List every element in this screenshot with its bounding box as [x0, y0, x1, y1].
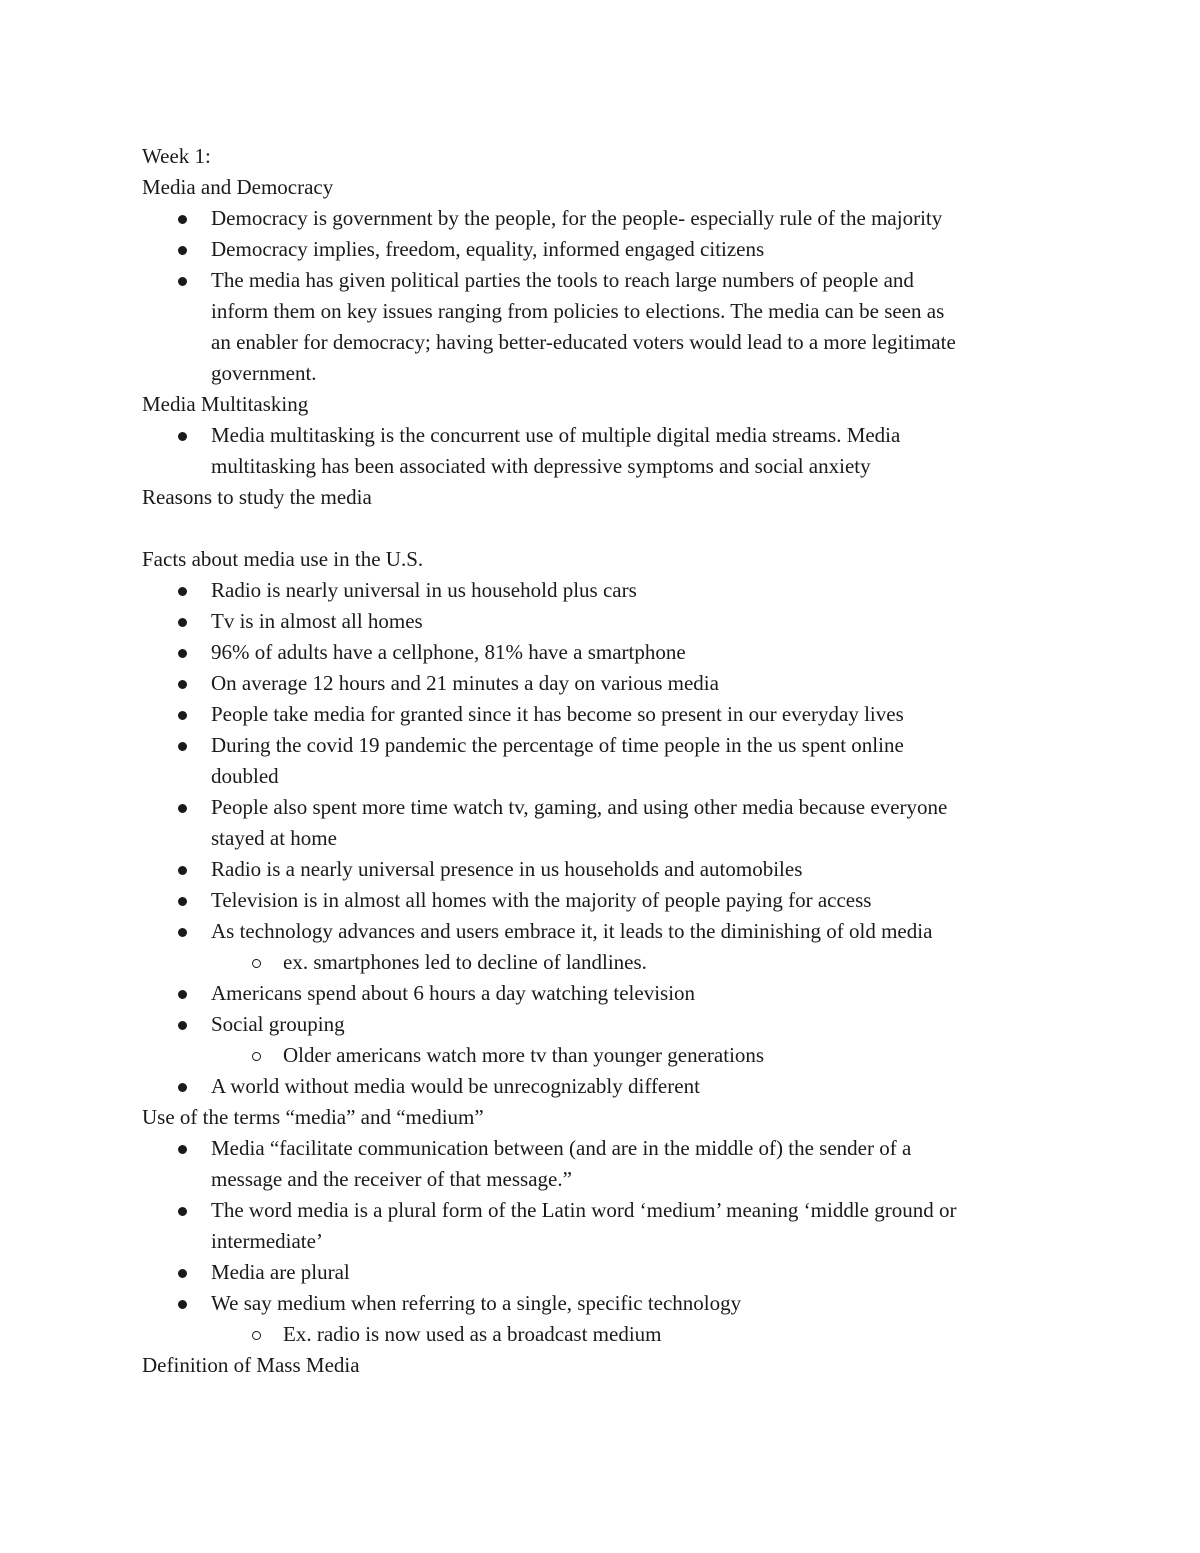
bullet-icon — [178, 1269, 187, 1278]
list-item: Radio is a nearly universal presence in us households and automobiles — [211, 854, 1082, 885]
bullet-icon — [178, 804, 187, 813]
sub-list-item: Older americans watch more tv than younger generations — [283, 1040, 1082, 1071]
bullet-icon — [178, 246, 187, 255]
list-item: The word media is a plural form of the Latin word ‘medium’ meaning ‘middle ground or intermediate’ — [211, 1195, 1082, 1257]
list-item: The media has given political parties the tools to reach large numbers of people and inform them on key issues ranging from policies to elections. The media can be seen as an enabler for democracy; having better-educated voters would lead to a more legitimate government. — [211, 265, 1082, 389]
bullet-icon — [178, 928, 187, 937]
bullet-icon — [178, 277, 187, 286]
bullet-icon — [178, 1083, 187, 1092]
sub-list-item: ex. smartphones led to decline of landlines. — [283, 947, 1082, 978]
bullet-icon — [178, 866, 187, 875]
section-heading-reasons: Reasons to study the media — [142, 485, 372, 509]
hollow-bullet-icon — [252, 959, 261, 968]
hollow-bullet-icon — [252, 1052, 261, 1061]
list-item: During the covid 19 pandemic the percentage of time people in the us spent online doubled — [211, 730, 1082, 792]
bullet-icon — [178, 618, 187, 627]
list-item: As technology advances and users embrace it, it leads to the diminishing of old media ex. smartphones led to decline of landlines. — [211, 916, 1082, 978]
list-item: Radio is nearly universal in us household plus cars — [211, 575, 1082, 606]
multitasking-list — [142, 420, 1082, 482]
list-item: 96% of adults have a cellphone, 81% have a smartphone — [211, 637, 1082, 668]
section-heading-mass-media: Definition of Mass Media — [142, 1353, 360, 1377]
list-item: We say medium when referring to a single, specific technology Ex. radio is now used as a broadcast medium — [211, 1288, 1082, 1350]
list-item: People take media for granted since it has become so present in our everyday lives — [211, 699, 1082, 730]
list-item: Media are plural — [211, 1257, 1082, 1288]
section-heading-media-democracy: Media and Democracy — [142, 175, 334, 199]
bullet-icon — [178, 432, 187, 441]
sub-list-item: Ex. radio is now used as a broadcast medium — [283, 1319, 1082, 1350]
bullet-icon — [178, 1300, 187, 1309]
list-item: Democracy implies, freedom, equality, informed engaged citizens — [211, 234, 1082, 265]
list-item: Democracy is government by the people, for the people- especially rule of the majority — [211, 203, 1082, 234]
terms-list — [142, 1133, 1082, 1350]
bullet-icon — [178, 649, 187, 658]
list-item: Tv is in almost all homes — [211, 606, 1082, 637]
facts-list — [142, 575, 1082, 1102]
document-page — [142, 141, 1082, 1381]
bullet-icon — [178, 1145, 187, 1154]
hollow-bullet-icon — [252, 1331, 261, 1340]
bullet-icon — [178, 711, 187, 720]
list-item: Media “facilitate communication between (and are in the middle of) the sender of a message and the receiver of that message.” — [211, 1133, 1082, 1195]
bullet-icon — [178, 587, 187, 596]
bullet-icon — [178, 1207, 187, 1216]
list-item: Social grouping Older americans watch more tv than younger generations — [211, 1009, 1082, 1071]
list-item: On average 12 hours and 21 minutes a day on various media — [211, 668, 1082, 699]
bullet-icon — [178, 1021, 187, 1030]
list-item: People also spent more time watch tv, gaming, and using other media because everyone stayed at home — [211, 792, 1082, 854]
section-heading-terms: Use of the terms “media” and “medium” — [142, 1105, 484, 1129]
bullet-icon — [178, 897, 187, 906]
sub-list — [211, 947, 1082, 978]
list-item: Media multitasking is the concurrent use of multiple digital media streams. Media multitasking has been associated with depressive symptoms and social anxiety — [211, 420, 1082, 482]
blank-line — [142, 513, 1082, 544]
list-item: A world without media would be unrecognizably different — [211, 1071, 1082, 1102]
bullet-icon — [178, 990, 187, 999]
bullet-icon — [178, 680, 187, 689]
list-item: Television is in almost all homes with the majority of people paying for access — [211, 885, 1082, 916]
week-label: Week 1: — [142, 144, 211, 168]
bullet-icon — [178, 215, 187, 224]
media-democracy-list — [142, 203, 1082, 389]
section-heading-multitasking: Media Multitasking — [142, 392, 309, 416]
section-heading-facts: Facts about media use in the U.S. — [142, 547, 424, 571]
sub-list — [211, 1040, 1082, 1071]
sub-list — [211, 1319, 1082, 1350]
bullet-icon — [178, 742, 187, 751]
list-item: Americans spend about 6 hours a day watching television — [211, 978, 1082, 1009]
